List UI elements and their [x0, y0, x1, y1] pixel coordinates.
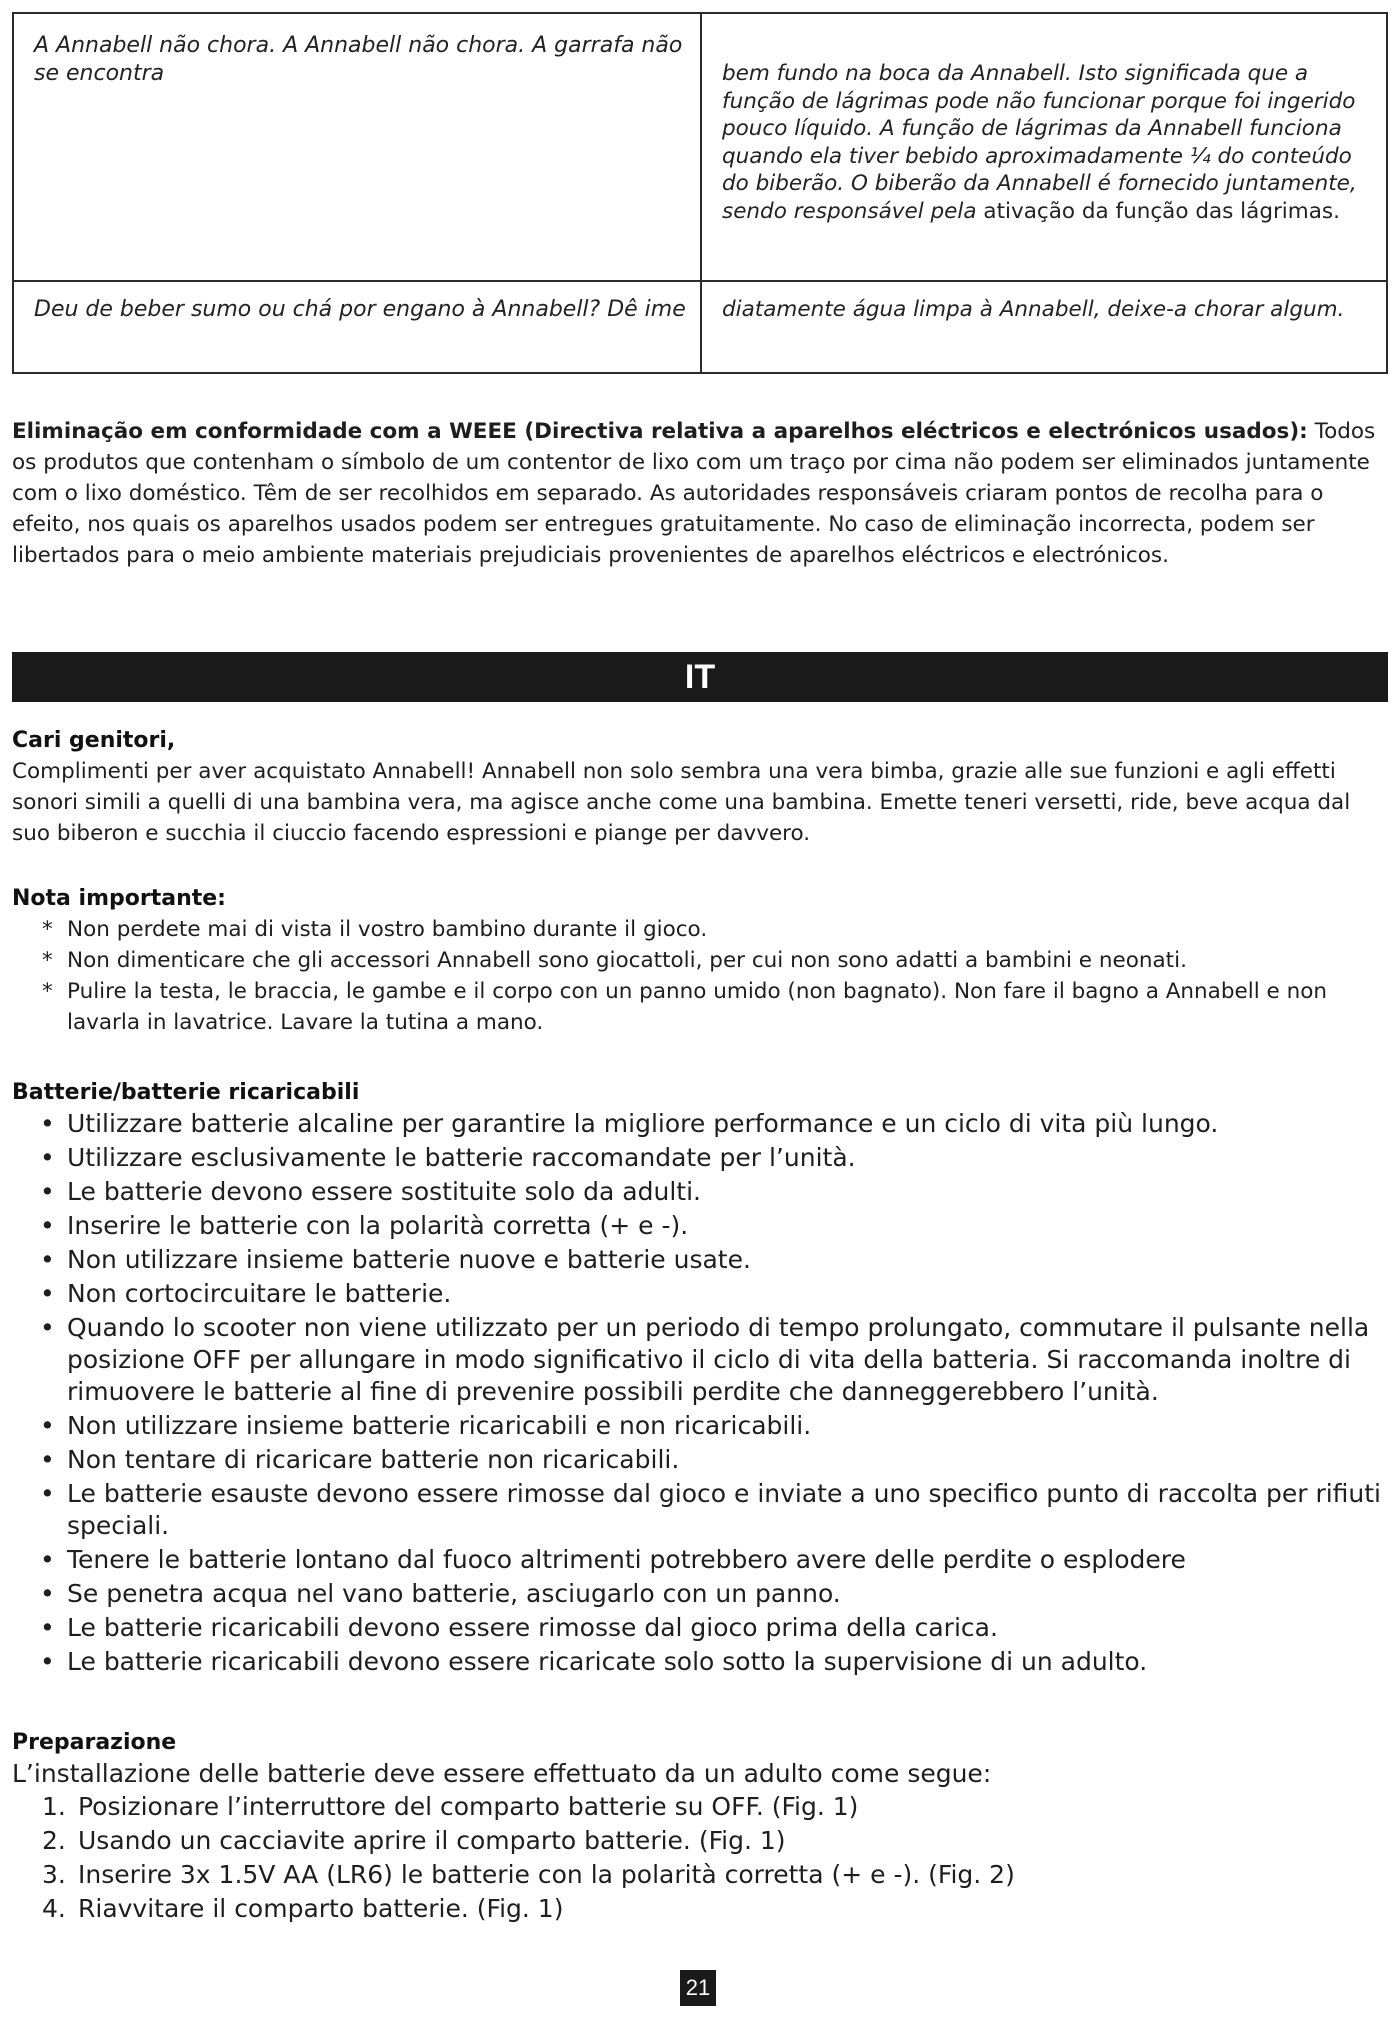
list-item — [12, 1858, 1388, 1892]
preparation-heading: Preparazione — [12, 1730, 177, 1755]
list-item — [12, 1892, 1388, 1926]
notes-section — [12, 884, 1388, 1038]
step-text: Usando un cacciavite aprire il comparto batterie. (Fig. 1) — [78, 1826, 786, 1855]
weee-text: Todos os produtos que contenham o símbolo de um contentor de lixo com um traço por cima não podem ser eliminados juntamente com o lixo doméstico. Têm de ser recolhidos em separado. As autoridades responsáveis criaram pontos de recolha para o efeito, nos quais os aparelhos usados podem ser entregues gratuitamente. No caso de eliminação incorrecta, podem ser libertados para o meio ambiente materiais prejudiciais provenientes de aparelhos eléctricos e electrónicos. — [12, 419, 1376, 568]
step-number: 4. — [42, 1894, 66, 1923]
page-number: 21 — [680, 1970, 716, 2006]
problem-cell: A Annabell não chora. A Annabell não chora. A garrafa não se encontra — [34, 33, 683, 86]
intro-heading: Cari genitori, — [12, 728, 176, 753]
bullet-marker: • — [40, 1647, 55, 1676]
asterisk-marker: * — [42, 948, 53, 973]
batteries-section — [12, 1078, 1388, 1680]
weee-heading: Eliminação em conformidade com a WEEE (Directiva relativa a aparelhos eléctricos e electrónicos usados): — [12, 419, 1308, 444]
battery-text: Non utilizzare insieme batterie nuove e batterie usate. — [67, 1245, 751, 1274]
list-item — [12, 1824, 1388, 1858]
bullet-marker: • — [40, 1613, 55, 1642]
bullet-marker: • — [40, 1211, 55, 1240]
note-text: Pulire la testa, le braccia, le gambe e il corpo con un panno umido (non bagnato). Non fare il bagno a Annabell e non lavarla in lavatrice. Lavare la tutina a mano. — [67, 979, 1327, 1035]
battery-text: Non utilizzare insieme batterie ricaricabili e non ricaricabili. — [67, 1411, 812, 1440]
list-item — [12, 1478, 1388, 1542]
battery-text: Inserire le batterie con la polarità corretta (+ e -). — [67, 1211, 689, 1240]
list-item — [12, 976, 1388, 1038]
list-item — [12, 1612, 1388, 1644]
step-number: 2. — [42, 1826, 66, 1855]
language-bar: IT — [12, 652, 1388, 702]
list-item — [12, 1244, 1388, 1276]
list-item — [12, 1544, 1388, 1576]
intro-text: Complimenti per aver acquistato Annabell! Annabell non solo sembra una vera bimba, grazie alle sue funzioni e agli effetti sonori simili a quelli di una bambina vera, ma agisce anche come una bambina. Emette teneri versetti, ride, beve acqua dal suo biberon e succhia il ciuccio facendo espressioni e piange per davvero. — [12, 759, 1351, 846]
step-number: 3. — [42, 1860, 66, 1889]
solution-cell — [722, 60, 1372, 225]
table-row — [14, 14, 1386, 282]
bullet-marker: • — [40, 1545, 55, 1574]
notes-heading: Nota importante: — [12, 886, 226, 911]
preparation-steps — [12, 1790, 1388, 1926]
list-item — [12, 1108, 1388, 1140]
bullet-marker: • — [40, 1279, 55, 1308]
problem-cell: Deu de beber sumo ou chá por engano à Annabell? Dê ime — [34, 297, 686, 322]
battery-text: Non cortocircuitare le batterie. — [67, 1279, 452, 1308]
list-item — [12, 1142, 1388, 1174]
list-item — [12, 1278, 1388, 1310]
list-item — [12, 1790, 1388, 1824]
step-text: Posizionare l’interruttore del comparto batterie su OFF. (Fig. 1) — [78, 1792, 859, 1821]
list-item — [12, 945, 1388, 976]
table-row — [14, 282, 1386, 374]
asterisk-marker: * — [42, 917, 53, 942]
bullet-marker: • — [40, 1411, 55, 1440]
list-item — [12, 1444, 1388, 1476]
step-text: Inserire 3x 1.5V AA (LR6) le batterie con la polarità corretta (+ e -). (Fig. 2) — [78, 1860, 1015, 1889]
list-item — [12, 1410, 1388, 1442]
bullet-marker: • — [40, 1109, 55, 1138]
bullet-marker: • — [40, 1313, 55, 1342]
battery-text: Non tentare di ricaricare batterie non ricaricabili. — [67, 1445, 680, 1474]
batteries-list — [12, 1108, 1388, 1678]
list-item — [12, 1176, 1388, 1208]
step-text: Riavvitare il comparto batterie. (Fig. 1) — [78, 1894, 564, 1923]
step-number: 1. — [42, 1792, 66, 1821]
list-item — [12, 1646, 1388, 1678]
list-item — [12, 1578, 1388, 1610]
weee-section — [12, 416, 1388, 571]
bullet-marker: • — [40, 1143, 55, 1172]
battery-text: Le batterie esauste devono essere rimosse dal gioco e inviate a uno specifico punto di raccolta per rifiuti speciali. — [67, 1479, 1382, 1540]
battery-text: Se penetra acqua nel vano batterie, asciugarlo con un panno. — [67, 1579, 841, 1608]
battery-text: Utilizzare batterie alcaline per garantire la migliore performance e un ciclo di vita più lungo. — [67, 1109, 1219, 1138]
bullet-marker: • — [40, 1445, 55, 1474]
battery-text: Le batterie ricaricabili devono essere rimosse dal gioco prima della carica. — [67, 1613, 998, 1642]
bullet-marker: • — [40, 1479, 55, 1508]
bullet-marker: • — [40, 1177, 55, 1206]
solution-cell — [722, 296, 1372, 324]
list-item — [12, 1210, 1388, 1242]
battery-text: Tenere le batterie lontano dal fuoco altrimenti potrebbero avere delle perdite o esplodere — [67, 1545, 1186, 1574]
note-text: Non dimenticare che gli accessori Annabell sono giocattoli, per cui non sono adatti a bambini e neonati. — [67, 948, 1187, 973]
battery-text: Quando lo scooter non viene utilizzato per un periodo di tempo prolungato, commutare il pulsante nella posizione OFF per allungare in modo significativo il ciclo di vita della batteria. Si raccomanda inoltre di rimuovere le batterie al fine di prevenire possibili perdite che danneggerebbero l’unità. — [67, 1313, 1370, 1406]
list-item — [12, 1312, 1388, 1408]
bullet-marker: • — [40, 1579, 55, 1608]
battery-text: Le batterie ricaricabili devono essere ricaricate solo sotto la supervisione di un adulto. — [67, 1647, 1148, 1676]
troubleshooting-table — [12, 12, 1388, 374]
note-text: Non perdete mai di vista il vostro bambino durante il gioco. — [67, 917, 708, 942]
list-item — [12, 914, 1388, 945]
asterisk-marker: * — [42, 979, 53, 1004]
solution-text: bem fundo na boca da Annabell. Isto significada que a função de lágrimas pode não funcionar porque foi ingerido pouco líquido. A função de lágrimas da Annabell funciona quando ela tiver bebido aproximadamente ¼ do conteúdo do biberão. O biberão da Annabell é fornecido juntamente, sendo responsável pela — [722, 61, 1357, 224]
bullet-marker: • — [40, 1245, 55, 1274]
solution-text: diatamente água limpa à Annabell, deixe-a chorar algum. — [722, 297, 1345, 322]
battery-text: Le batterie devono essere sostituite solo da adulti. — [67, 1177, 701, 1206]
battery-text: Utilizzare esclusivamente le batterie raccomandate per l’unità. — [67, 1143, 856, 1172]
batteries-heading: Batterie/batterie ricaricabili — [12, 1080, 360, 1105]
intro-section — [12, 726, 1388, 849]
preparation-section — [12, 1728, 1388, 1926]
notes-list — [12, 914, 1388, 1038]
solution-text-tail: ativação da função das lágrimas. — [983, 198, 1340, 224]
preparation-text: L’installazione delle batterie deve essere effettuato da un adulto come segue: — [12, 1759, 992, 1788]
